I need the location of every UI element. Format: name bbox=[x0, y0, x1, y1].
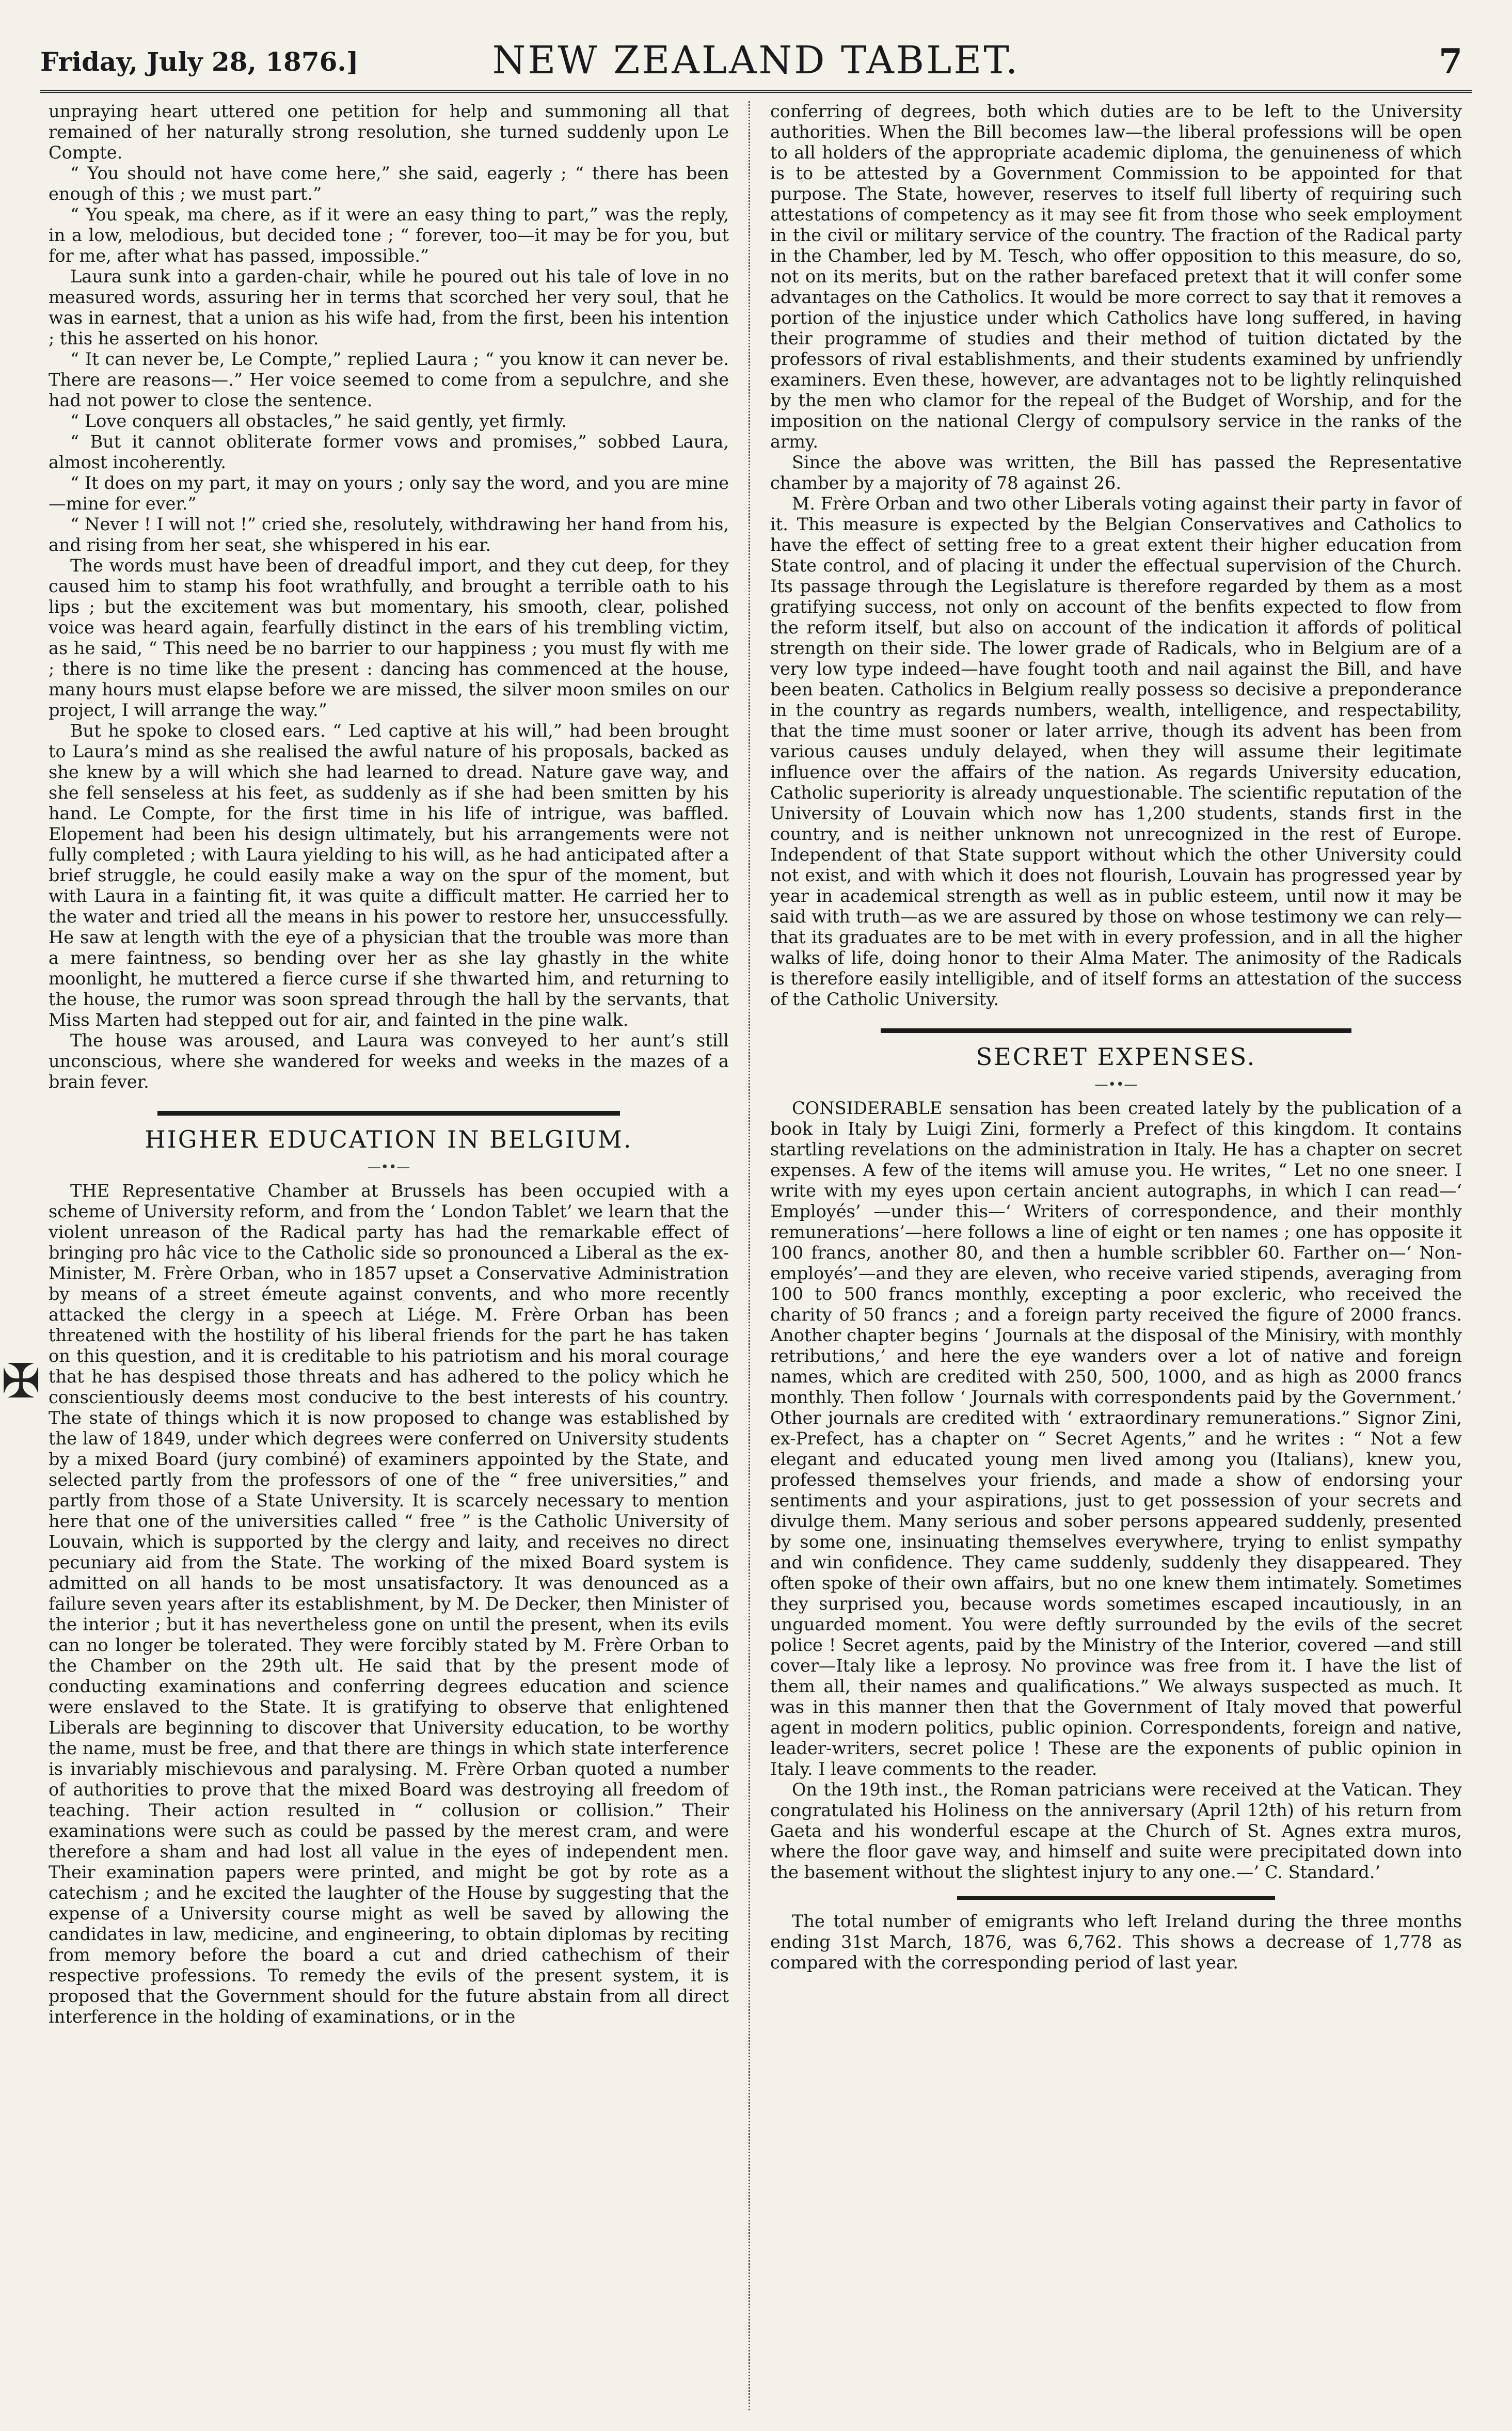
story-paragraph: “ Never ! I will not !” cried she, resolutely, withdrawing her hand from his, and rising from her seat, she whispered in his ear. bbox=[49, 514, 729, 555]
belgium-heading: HIGHER EDUCATION IN BELGIUM. bbox=[145, 1125, 633, 1153]
belgium-paragraph: THE Representative Chamber at Brussels has been occupied with a scheme of University reform, and from the ‘ London Tablet’ we learn that the violent unreason of the Radical party has had the remarkable effect of bringing pro hâc vice to the Catholic side so pronounced a Liberal as the ex-Minister, M. Frère Orban, who in 1857 upset a Conservative Administration by means of a street émeute against convents, and who more recently attacked the clergy in a speech at Liége. M. Frère Orban has been threatened with the hostility of his liberal friends for the part he has taken on this question, and it is creditable to his patriotism and his moral courage that he has despised those threats and has adhered to the policy which he conscientiously deems most conducive to the best interests of his country. The state of things which it is now proposed to change was established by the law of 1849, under which degrees were conferred on University students by a mixed Board (jury combiné) of examiners appointed by the State, and selected partly from the professors of one of the “ free universities,” and partly from those of a State University. It is scarcely necessary to mention here that one of the universities called “ free ” is the Catholic University of Louvain, which is supported by the clergy and laity, and receives no direct pecuniary aid from the State. The working of the mixed Board system is admitted on all hands to be most unsatisfactory. It was denounced as a failure seven years after its establishment, by M. De Decker, then Minister of the interior ; but it has nevertheless gone on until the present, when its evils can no longer be tolerated. They were forcibly stated by M. Frère Orban to the Chamber on the 29th ult. He said that by the present mode of conducting examinations and conferring degrees education and science were enslaved to the State. It is gratifying to observe that enlightened Liberals are beginning to discover that University education, to be worthy the name, must be free, and that there are things in which state interference is invariably mischievous and paralysing. M. Frère Orban quoted a number of authorities to prove that the mixed Board was destroying all freedom of teaching. Their action resulted in “ collusion or collision.” Their examinations were such as could be passed by the merest cram, and were therefore a sham and had lost all value in the eyes of independent men. Their examination papers were printed, and might be got by rote as a catechism ; and he excited the laughter of the House by suggesting that the expense of a University course might as well be saved by allowing the candidates in law, medicine, and engineering, to obtain diplomas by reciting from memory before the board a cut and dried cathechism of their respective professions. To remedy the evils of the present system, it is proposed that the Government should for the future abstain from all direct interference in the holding of examinations, or in the bbox=[49, 1181, 729, 2027]
newspaper-title: NEW ZEALAND TABLET. bbox=[492, 38, 1020, 83]
story-paragraph: “ Love conquers all obstacles,” he said gently, yet firmly. bbox=[70, 411, 567, 431]
story-paragraph: But he spoke to closed ears. “ Led captive at his will,” had been brought to Laura’s mind as she realised the awful nature of his proposals, backed as she knew by a will which she had learned to dread. Nature gave way, and she fell senseless at his feet, as suddenly as if she had been smitten by his hand. Le Compte, for the first time in his life of intrigue, was baffled. Elopement had been his design ultimately, but his arrangements were not fully completed ; with Laura yielding to his will, as he had anticipated after a brief struggle, he could easily make a way on the spur of the moment, but with Laura in a fainting fit, it was quite a difficult matter. He carried her to the water and tried all the means in his power to restore her, unsuccessfully. He saw at length with the eye of a physician that the trouble was more than a mere faintness, so bending over her as she lay ghastly in the white moonlight, he muttered a fierce curse if she thwarted him, and returning to the house, the rumor was soon spread through the hall by the servants, that Miss Marten had stepped out for air, and fainted in the pine walk. bbox=[49, 721, 729, 1030]
heading-ornament: —••— bbox=[1094, 1077, 1138, 1092]
story-paragraph: “ It can never be, Le Compte,” replied Laura ; “ you know it can never be. There are reasons—.” Her voice seemed to come from a sepulchre, and she had not power to close the sentence. bbox=[49, 349, 729, 410]
secret-paragraph: On the 19th inst., the Roman patricians were received at the Vatican. They congratulated his Holiness on the anniversary (April 12th) of his return from Gaeta and his wonderful escape at the Church of St. Agnes extra muros, where the floor gave way, and himself and suite were precipitated down into the basement without the slightest injury to any one.—’ C. Standard.’ bbox=[770, 1779, 1462, 1882]
margin-mark-icon: ✠ bbox=[1, 1354, 41, 1409]
section-divider bbox=[881, 1028, 1351, 1033]
story-paragraph: “ You should not have come here,” she said, eagerly ; “ there has been enough of this ; we must part.” bbox=[49, 163, 729, 204]
heading-ornament: —••— bbox=[367, 1159, 410, 1175]
secret-paragraph: CONSIDERABLE sensation has been created lately by the publication of a book in Italy by Luigi Zini, formerly a Prefect of this kingdom. It contains startling revelations on the administration in Italy. He has a chapter on secret expenses. A few of the items will amuse you. He writes, “ Let no one sneer. I write with my eyes upon certain ancient autographs, in which I can read—‘ Employés’ —under this—‘ Writers of correspondence, and their monthly remunerations’—here follows a line of eight or ten names ; one has opposite it 100 francs, another 80, and then a humble scribbler 60. Farther on—‘ Non-employés’—and they are eleven, who receive varied stipends, averaging from 100 to 500 francs monthly, excepting a poor excleric, who received the charity of 50 francs ; and a foreign party received the figure of 2000 francs. Another chapter begins ‘ Journals at the disposal of the Minisiry, with monthly retributions,’ and here the eye wanders over a lot of native and foreign names, which are credited with 250, 500, 1000, and as high as 2000 francs monthly. Then follow ‘ Journals with correspondents paid by the Government.’ Other journals are credited with ‘ extraordinary remunerations.” Signor Zini, ex-Prefect, has a chapter on “ Secret Agents,” and he writes : “ Not a few elegant and educated young men lived among you (Italians), knew you, professed themselves your friends, and made a show of endorsing your sentiments and your aspirations, just to get possession of your secrets and divulge them. Many serious and sober persons appeared suddenly, presented by some one, insinuating themselves everywhere, trying to enlist sympathy and win confidence. They came suddenly, suddenly they disappeared. They often spoke of their own affairs, but no one knew them intimately. Sometimes they surprised you, because words sometimes escaped incautiously, in an unguarded moment. You were deftly surrounded by the evils of the secret police ! Secret agents, paid by the Ministry of the Interior, covered —and still cover—Italy like a leprosy. No province was free from it. I have the list of them all, their names and qualifications.” We always suspected as much. It was in this manner then that the Government of Italy moved that powerful agent in modern politics, public opinion. Correspondents, foreign and native, leader-writers, secret police ! These are the exponents of public opinion in Italy. I leave comments to the reader. bbox=[770, 1098, 1462, 1779]
secret-expenses-heading: SECRET EXPENSES. bbox=[976, 1043, 1256, 1071]
story-paragraph: The words must have been of dreadful import, and they cut deep, for they caused him to stamp his foot wrathfully, and brought a terrible oath to his lips ; but the excitement was but momentary, his smooth, clear, polished voice was heard again, fearfully distinct in the ears of his trembling victim, as he said, “ This need be no barrier to our happiness ; you must fly with me ; there is no time like the present : dancing has commenced at the house, many hours must elapse before we are missed, the silver moon smiles on our project, I will arrange the way.” bbox=[49, 555, 729, 720]
page-number: 7 bbox=[1439, 41, 1462, 82]
story-paragraph: unpraying heart uttered one petition for help and summoning all that remained of her naturally strong resolution, she turned suddenly upon Le Compte. bbox=[49, 101, 729, 163]
right-column bbox=[770, 101, 1462, 2412]
belgium-paragraph: conferring of degrees, both which duties are to be left to the University authorities. When the Bill becomes law—the liberal professions will be open to all holders of the appropriate academic diploma, the genuineness of which is to be attested by a Government Commission to be appointed for that purpose. The State, however, reserves to itself full liberty of requiring such attestations of competency as it may see fit from those who seek employment in the civil or military service of the country. The fraction of the Radical party in the Chamber, led by M. Tesch, who offer opposition to this measure, do so, not on its merits, but on the rather barefaced pretext that it will confer some advantages on the Catholics. It would be more correct to say that it removes a portion of the injustice under which Catholics have long suffered, in having their programme of studies and their method of tuition dictated by the professors of rival establishments, and their students examined by unfriendly examiners. Even these, however, are advantages not to be lightly relinquished by the men who clamor for the repeal of the Budget of Worship, and for the imposition on the national Clergy of compulsory service in the ranks of the army. bbox=[770, 101, 1462, 452]
story-paragraph: “ You speak, ma chere, as if it were an easy thing to part,” was the reply, in a low, melodious, but decided tone ; “ forever, too—it may be for you, but for me, after what has passed, impossible.” bbox=[49, 204, 729, 266]
story-paragraph: The house was aroused, and Laura was conveyed to her aunt’s still unconscious, where she wandered for weeks and weeks in the mazes of a brain fever. bbox=[49, 1030, 729, 1092]
masthead-rule bbox=[40, 90, 1472, 93]
issue-date: Friday, July 28, 1876.] bbox=[40, 46, 359, 77]
emigrants-paragraph: The total number of emigrants who left Ireland during the three months ending 31st March, 1876, was 6,762. This shows a decrease of 1,778 as compared with the corresponding period of last year. bbox=[770, 1911, 1462, 1973]
left-column bbox=[49, 101, 729, 2412]
belgium-paragraph: Since the above was written, the Bill has passed the Representative chamber by a majority of 78 against 26. bbox=[770, 452, 1462, 493]
story-paragraph: Laura sunk into a garden-chair, while he poured out his tale of love in no measured words, assuring her in terms that scorched her very soul, that he was in earnest, that a union as his wife had, from the first, been his intention ; this he asserted on his honor. bbox=[49, 266, 729, 348]
masthead bbox=[40, 7, 1472, 85]
story-paragraph: “ It does on my part, it may on yours ; only say the word, and you are mine—mine for ever.” bbox=[49, 473, 729, 514]
column-divider bbox=[749, 101, 750, 2410]
belgium-paragraph: M. Frère Orban and two other Liberals voting against their party in favor of it. This measure is expected by the Belgian Conservatives and Catholics to have the effect of setting free to a great extent their higher education from State control, and of placing it under the effectual supervision of the Church. Its passage through the Legislature is therefore regarded by them as a most gratifying success, not only on account of the benfits expected to flow from the reform itself, but also on account of the indication it affords of political strength on their side. The lower grade of Radicals, who in Belgium are of a very low type indeed—have fought tooth and nail against the Bill, and have been beaten. Catholics in Belgium really possess so decisive a preponderance in the country as regards numbers, wealth, intelligence, and respectability, that the time must sooner or later arrive, though its advent has been from various causes unduly delayed, when they will assume their legitimate influence over the affairs of the nation. As regards University education, Catholic superiority is already unquestionable. The scientific reputation of the University of Louvain which now has 1,200 students, stands first in the country, and is neither unknown not unrecognized in the rest of Europe. Independent of that State support without which the other University could not exist, and with which it does not flourish, Louvain has progressed year by year in academical strength as well as in public esteem, until now it may be said with truth—as we are assured by those on whose testimony we can rely—that its graduates are to be met with in every profession, and in all the higher walks of life, doing honor to their Alma Mater. The animosity of the Radicals is therefore easily intelligible, and of itself forms an attestation of the success of the Catholic University. bbox=[770, 494, 1462, 1009]
story-paragraph: “ But it cannot obliterate former vows and promises,” sobbed Laura, almost incoherently. bbox=[49, 432, 729, 472]
section-divider bbox=[957, 1896, 1275, 1900]
section-divider bbox=[157, 1111, 620, 1116]
